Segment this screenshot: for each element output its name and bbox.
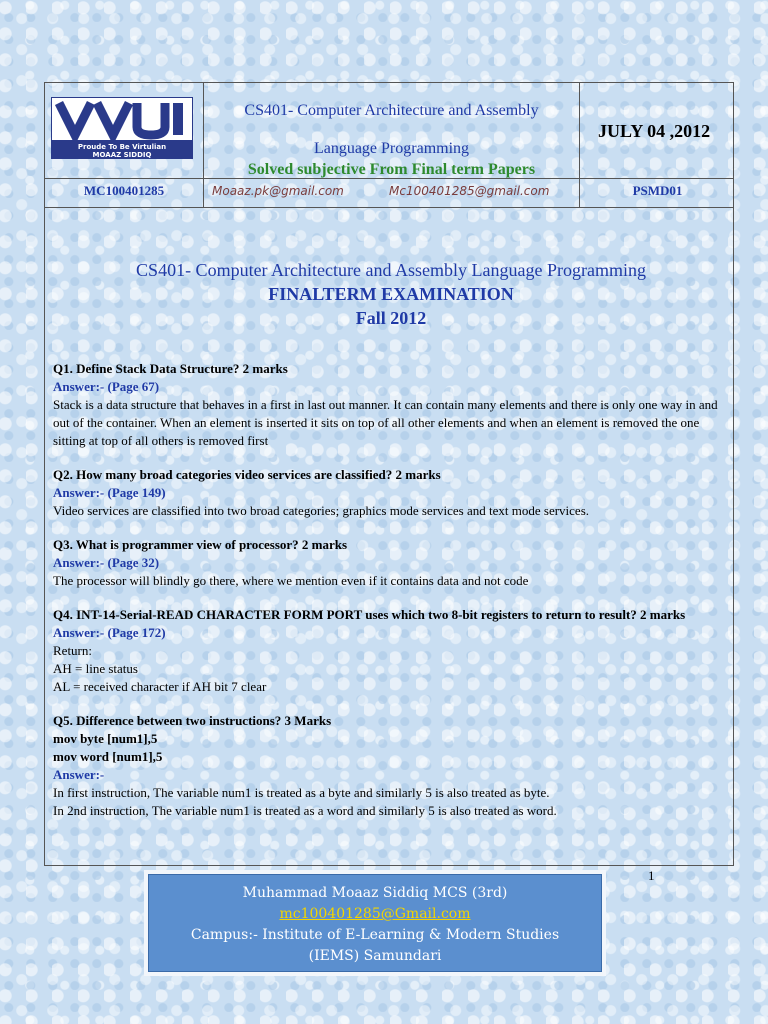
logo-name: MOAAZ SIDDIQ xyxy=(92,151,152,159)
question-text: Q4. INT-14-Serial-READ CHARACTER FORM PORT uses which two 8-bit registers to return to result? 2 marks xyxy=(53,607,686,622)
answer-label: Answer:- (Page 149) xyxy=(53,485,166,500)
date-cell xyxy=(580,83,735,178)
footer-name: Muhammad Moaaz Siddiq MCS (3rd) xyxy=(242,885,508,901)
logo-tagline: Proude To Be Virtulian xyxy=(77,143,167,151)
answer-line: In 2nd instruction, The variable num1 is treated as a word and similarly 5 is also treated as word. xyxy=(53,803,557,818)
email-link-1[interactable]: Moaaz.pk@gmail.com xyxy=(212,184,344,198)
question-5 xyxy=(53,712,729,820)
answer-line: Return: xyxy=(53,643,92,658)
footer-campus-2: (IEMS) Samundari xyxy=(308,948,442,964)
footer-email-link[interactable]: mc100401285@Gmail.com xyxy=(279,906,471,922)
date: JULY 04 ,2012 xyxy=(598,121,711,141)
main-title xyxy=(53,258,729,330)
emails-cell xyxy=(204,179,580,207)
info-row xyxy=(45,179,733,208)
answer-label: Answer:- (Page 67) xyxy=(53,379,160,394)
answer-line: AL = received character if AH bit 7 clear xyxy=(53,679,267,694)
document-frame xyxy=(44,82,734,866)
answer-text: Stack is a data structure that behaves in a first in last out manner. It can contain many elements and there is only one way in and out of the container. When an element is inserted it sits on top of all other elements and when an element is removed the one sitting at top of all others is removed first xyxy=(53,397,718,448)
course-line2: Language Programming xyxy=(313,140,470,157)
question-text: Q2. How many broad categories video services are classified? 2 marks xyxy=(53,467,441,482)
logo-cell xyxy=(45,83,204,178)
answer-label: Answer:- xyxy=(53,767,105,782)
code: PSMD01 xyxy=(632,183,683,198)
answer-line: In first instruction, The variable num1 is treated as a byte and similarly 5 is also treated as byte. xyxy=(53,785,550,800)
question-3 xyxy=(53,536,729,590)
main-title-line3: Fall 2012 xyxy=(355,308,427,328)
course-subtitle: Solved subjective From Final term Papers xyxy=(247,161,536,178)
answer-label: Answer:- (Page 32) xyxy=(53,555,160,570)
content xyxy=(53,218,729,820)
question-text: Q5. Difference between two instructions? 3 Marks xyxy=(53,713,332,728)
question-4 xyxy=(53,606,729,696)
course-title-cell xyxy=(204,83,580,178)
header-table xyxy=(45,83,733,179)
email-link-2[interactable]: Mc100401285@gmail.com xyxy=(389,184,550,198)
student-id: MC100401285 xyxy=(45,179,204,207)
answer-text: Video services are classified into two broad categories; graphics mode services and text mode services. xyxy=(53,503,590,518)
code-line-1: mov byte [num1],5 xyxy=(53,731,158,746)
answer-label: Answer:- (Page 172) xyxy=(53,625,166,640)
question-1 xyxy=(53,360,729,450)
code-line-2: mov word [num1],5 xyxy=(53,749,163,764)
question-text: Q1. Define Stack Data Structure? 2 marks xyxy=(53,361,288,376)
main-title-line2: FINALTERM EXAMINATION xyxy=(268,284,514,304)
page-number: 1 xyxy=(648,868,655,883)
main-title-line1: CS401- Computer Architecture and Assembly Language Programming xyxy=(136,260,646,280)
footer-inner xyxy=(148,874,602,972)
question-text: Q3. What is programmer view of processor? 2 marks xyxy=(53,537,348,552)
answer-line: AH = line status xyxy=(53,661,138,676)
vu-logo xyxy=(51,97,193,159)
answer-text: The processor will blindly go there, where we mention even if it contains data and not code xyxy=(53,573,529,588)
question-2 xyxy=(53,466,729,520)
course-line1: CS401- Computer Architecture and Assembly xyxy=(244,102,539,119)
footer-box xyxy=(144,870,606,976)
footer-campus: Campus:- Institute of E-Learning & Modern Studies xyxy=(190,927,560,943)
